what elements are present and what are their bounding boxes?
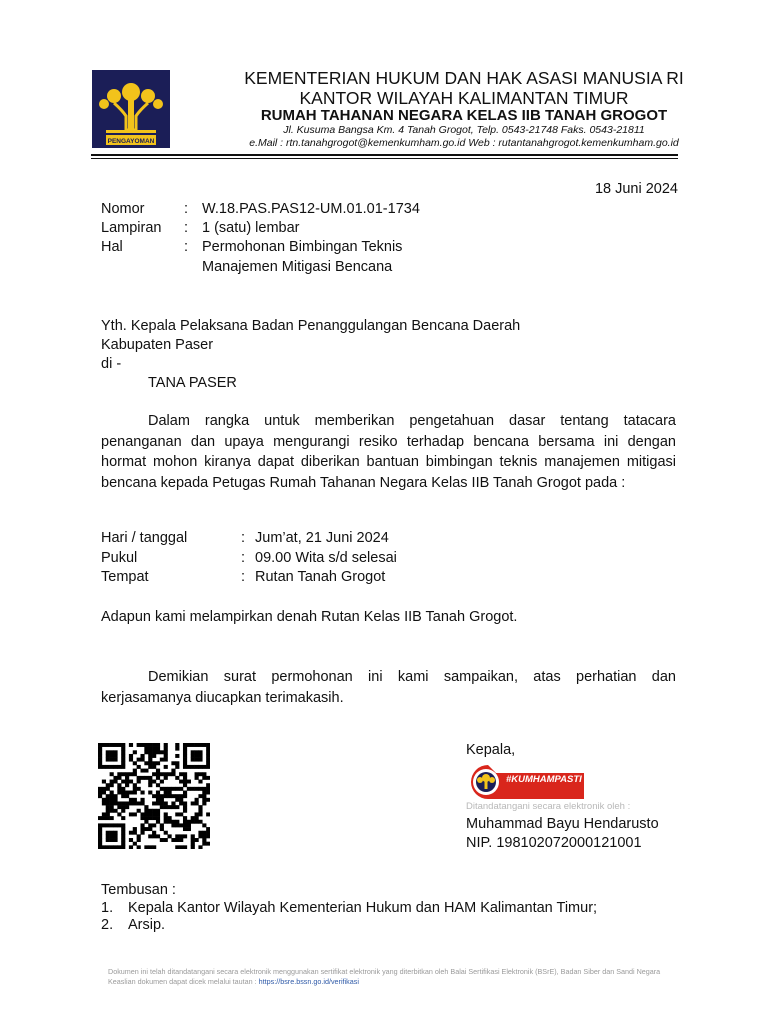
schedule-value-time: 09.00 Wita s/d selesai (255, 550, 397, 566)
schedule-sep: : (241, 550, 246, 566)
regional-office-name: KANTOR WILAYAH KALIMANTAN TIMUR (299, 88, 629, 108)
meta-value-hal-cont: Manajemen Mitigasi Bencana (202, 259, 393, 275)
schedule-label-place: Tempat (101, 569, 149, 585)
letterhead-divider-thin (91, 158, 678, 159)
attachment-note: Adapun kami melampirkan denah Rutan Kelas IIB Tanah Grogot. (101, 609, 518, 625)
institution-contact: e.Mail : rtn.tanahgrogot@kemenkumham.go.id Web : rutantanahgrogot.kemenkumham.go.id (249, 137, 679, 149)
schedule-value-date: Jum’at, 21 Juni 2024 (255, 530, 389, 546)
ministry-logo (92, 70, 170, 148)
qr-code (98, 743, 210, 849)
meta-label-hal: Hal (101, 239, 123, 255)
recipient-region: Kabupaten Paser (101, 337, 214, 353)
cc-item-number: 1. (101, 900, 114, 916)
body-paragraph: Dalam rangka untuk memberikan pengetahuan dasar tentang tatacara penanganan dan upaya mengurangi resiko terhadap bencana bersama ini dengan hormat mohon kiranya dapat diberikan bantuan bimbingan teknis manajemen mitigasi bencana kepada Petugas Rumah Tahanan Negara Kelas IIB Tanah Grogot pada : (101, 413, 676, 491)
meta-label-lampiran: Lampiran (101, 220, 162, 236)
cc-item-text: Kepala Kantor Wilayah Kementerian Hukum dan HAM Kalimantan Timur; (128, 900, 598, 916)
cc-item-number: 2. (101, 917, 114, 933)
meta-sep: : (184, 201, 189, 217)
footer-verify-text: Keaslian dokumen dapat dicek melalui tautan : (108, 977, 259, 986)
letter-date: 18 Juni 2024 (594, 181, 678, 197)
logo-label: PENGAYOMAN (107, 138, 155, 145)
cc-item-text: Arsip. (128, 917, 166, 933)
qr-code-icon (98, 743, 210, 849)
institution-address: Jl. Kusuma Bangsa Km. 4 Tanah Grogot, Telp. 0543-21748 Faks. 0543-21811 (283, 124, 645, 136)
footer-bsre-note: Dokumen ini telah ditandatangani secara elektronik menggunakan sertifikat elektronik yang diterbitkan oleh Balai Sertifikasi Elektronik (BSrE), Badan Siber dan Sandi Negara (108, 967, 661, 976)
esign-note: Ditandatangani secara elektronik oleh : (466, 801, 631, 812)
schedule-sep: : (241, 530, 246, 546)
recipient-city: TANA PASER (148, 375, 237, 391)
kumhampasti-badge (466, 761, 586, 803)
verify-link[interactable]: https://bsre.bssn.go.id/verifikasi (258, 977, 359, 986)
meta-label-nomor: Nomor (101, 201, 145, 217)
cc-title: Tembusan : (101, 882, 176, 898)
institution-name: RUMAH TAHANAN NEGARA KELAS IIB TANAH GROGOT (260, 107, 668, 124)
letterhead-divider-thick (91, 154, 678, 156)
meta-value-lampiran: 1 (satu) lembar (202, 220, 300, 236)
meta-sep: : (184, 220, 189, 236)
signatory-title: Kepala, (466, 742, 516, 758)
schedule-label-date: Hari / tanggal (101, 530, 188, 546)
footer-verify-line (108, 977, 359, 987)
meta-value-hal: Permohonan Bimbingan Teknis (202, 239, 403, 255)
meta-sep: : (184, 239, 189, 255)
schedule-sep: : (241, 569, 246, 585)
signatory-nip: NIP. 198102072000121001 (466, 835, 642, 851)
recipient-title: Yth. Kepala Pelaksana Badan Penanggulangan Bencana Daerah (101, 318, 521, 334)
kumhampasti-badge-icon (466, 761, 586, 803)
signatory-name: Muhammad Bayu Hendarusto (466, 816, 659, 832)
schedule-value-place: Rutan Tanah Grogot (255, 569, 386, 585)
meta-value-nomor: W.18.PAS.PAS12-UM.01.01-1734 (202, 201, 420, 217)
recipient-di: di - (101, 356, 122, 372)
schedule-label-time: Pukul (101, 550, 138, 566)
ministry-name: KEMENTERIAN HUKUM DAN HAK ASASI MANUSIA RI (244, 68, 684, 88)
pengayoman-emblem-icon (92, 70, 170, 148)
closing-paragraph: Demikian surat permohonan ini kami sampaikan, atas perhatian dan kerjasamanya diucapkan terimakasih. (101, 669, 676, 706)
badge-label: #KUMHAMPASTI (506, 774, 582, 785)
